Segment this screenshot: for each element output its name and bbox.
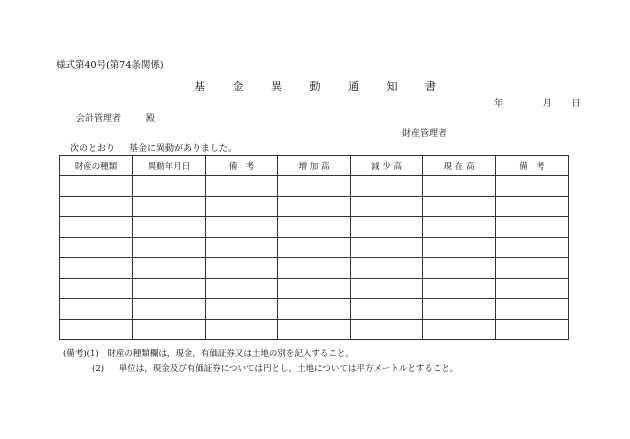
table-cell[interactable] (351, 217, 423, 238)
table-cell[interactable] (278, 258, 351, 279)
date-year: 年 (494, 99, 504, 109)
header-property-type: 財産の種類 (60, 156, 133, 176)
intro-prefix: 次のとおり (70, 144, 116, 154)
table-cell[interactable] (206, 319, 278, 340)
table-cell[interactable] (423, 217, 496, 238)
header-change-date: 異動年月日 (133, 156, 206, 176)
table-cell[interactable] (423, 237, 496, 258)
date-field (494, 96, 581, 109)
table-cell[interactable] (423, 319, 496, 340)
addressee-honorific: 殿 (145, 114, 155, 124)
table-cell[interactable] (206, 176, 278, 197)
table-cell[interactable] (60, 319, 133, 340)
table-row (60, 217, 569, 238)
form-number: 様式第40号(第74条関係) (56, 60, 164, 71)
table-cell[interactable] (278, 196, 351, 217)
table-cell[interactable] (60, 258, 133, 279)
title-char: 動 (309, 80, 321, 93)
addressee-label: 会計管理者 (76, 114, 122, 124)
title-char: 書 (425, 80, 436, 93)
table-row (60, 258, 569, 279)
header-remarks: 備 考 (206, 156, 278, 176)
table-cell[interactable] (206, 237, 278, 258)
table-row (60, 196, 569, 217)
table-row (60, 299, 569, 320)
table-cell[interactable] (278, 278, 351, 299)
table-cell[interactable] (60, 237, 133, 258)
note-1 (63, 347, 354, 359)
title-char: 異 (271, 80, 282, 93)
table-row (60, 237, 569, 258)
intro-sentence (70, 141, 237, 154)
fund-change-table (59, 155, 569, 340)
table-cell[interactable] (206, 196, 278, 217)
table-row (60, 278, 569, 299)
table-cell[interactable] (60, 278, 133, 299)
date-month: 月 (542, 99, 552, 109)
table-cell[interactable] (423, 258, 496, 279)
header-increase: 増 加 高 (278, 156, 351, 176)
table-cell[interactable] (351, 176, 423, 197)
table-cell[interactable] (351, 237, 423, 258)
table-cell[interactable] (133, 258, 206, 279)
note-label: (備考)(1) (63, 349, 99, 359)
table-cell[interactable] (133, 299, 206, 320)
table-cell[interactable] (351, 299, 423, 320)
table-cell[interactable] (278, 217, 351, 238)
table-cell[interactable] (206, 217, 278, 238)
table-cell[interactable] (206, 299, 278, 320)
title-char: 知 (386, 80, 398, 93)
table-cell[interactable] (496, 196, 569, 217)
table-cell[interactable] (423, 176, 496, 197)
table-cell[interactable] (351, 319, 423, 340)
table-cell[interactable] (133, 278, 206, 299)
table-cell[interactable] (60, 299, 133, 320)
intro-text: 基金に異動がありました。 (129, 144, 238, 154)
table-cell[interactable] (496, 237, 569, 258)
table-cell[interactable] (133, 176, 206, 197)
property-manager-label: 財産管理者 (402, 129, 448, 139)
table-cell[interactable] (423, 196, 496, 217)
table-cell[interactable] (133, 217, 206, 238)
header-current: 現 在 高 (423, 156, 496, 176)
table-cell[interactable] (133, 196, 206, 217)
document-title (0, 78, 630, 94)
note-text: 財産の種類欄は，現金，有価証券又は土地の別を記入すること。 (107, 349, 354, 359)
table-cell[interactable] (496, 299, 569, 320)
header-decrease: 減 少 高 (351, 156, 423, 176)
table-cell[interactable] (496, 217, 569, 238)
table-cell[interactable] (206, 278, 278, 299)
addressee (76, 111, 155, 124)
header-remarks-2: 備 考 (496, 156, 569, 176)
table-cell[interactable] (133, 319, 206, 340)
table-cell[interactable] (496, 176, 569, 197)
table-row (60, 176, 569, 197)
table-cell[interactable] (423, 299, 496, 320)
table-cell[interactable] (278, 237, 351, 258)
table-cell[interactable] (351, 258, 423, 279)
table-cell[interactable] (206, 258, 278, 279)
note-text: 単位は，現金及び有価証券については円とし，土地については平方メートルとすること。 (118, 364, 459, 374)
table-cell[interactable] (278, 319, 351, 340)
table-cell[interactable] (351, 196, 423, 217)
table-cell[interactable] (351, 278, 423, 299)
table-cell[interactable] (423, 278, 496, 299)
table-cell[interactable] (278, 176, 351, 197)
table-cell[interactable] (496, 319, 569, 340)
table-cell[interactable] (60, 196, 133, 217)
table-row (60, 319, 569, 340)
table-cell[interactable] (60, 217, 133, 238)
title-char: 通 (348, 80, 359, 93)
title-char: 基 (194, 80, 205, 93)
note-2 (92, 362, 458, 374)
table-header-row (60, 156, 569, 176)
table-cell[interactable] (496, 278, 569, 299)
table-cell[interactable] (133, 237, 206, 258)
table-cell[interactable] (60, 176, 133, 197)
note-label: (2) (92, 364, 105, 374)
table-cell[interactable] (278, 299, 351, 320)
table-cell[interactable] (496, 258, 569, 279)
title-char: 金 (232, 80, 244, 93)
date-day: 日 (571, 99, 581, 109)
